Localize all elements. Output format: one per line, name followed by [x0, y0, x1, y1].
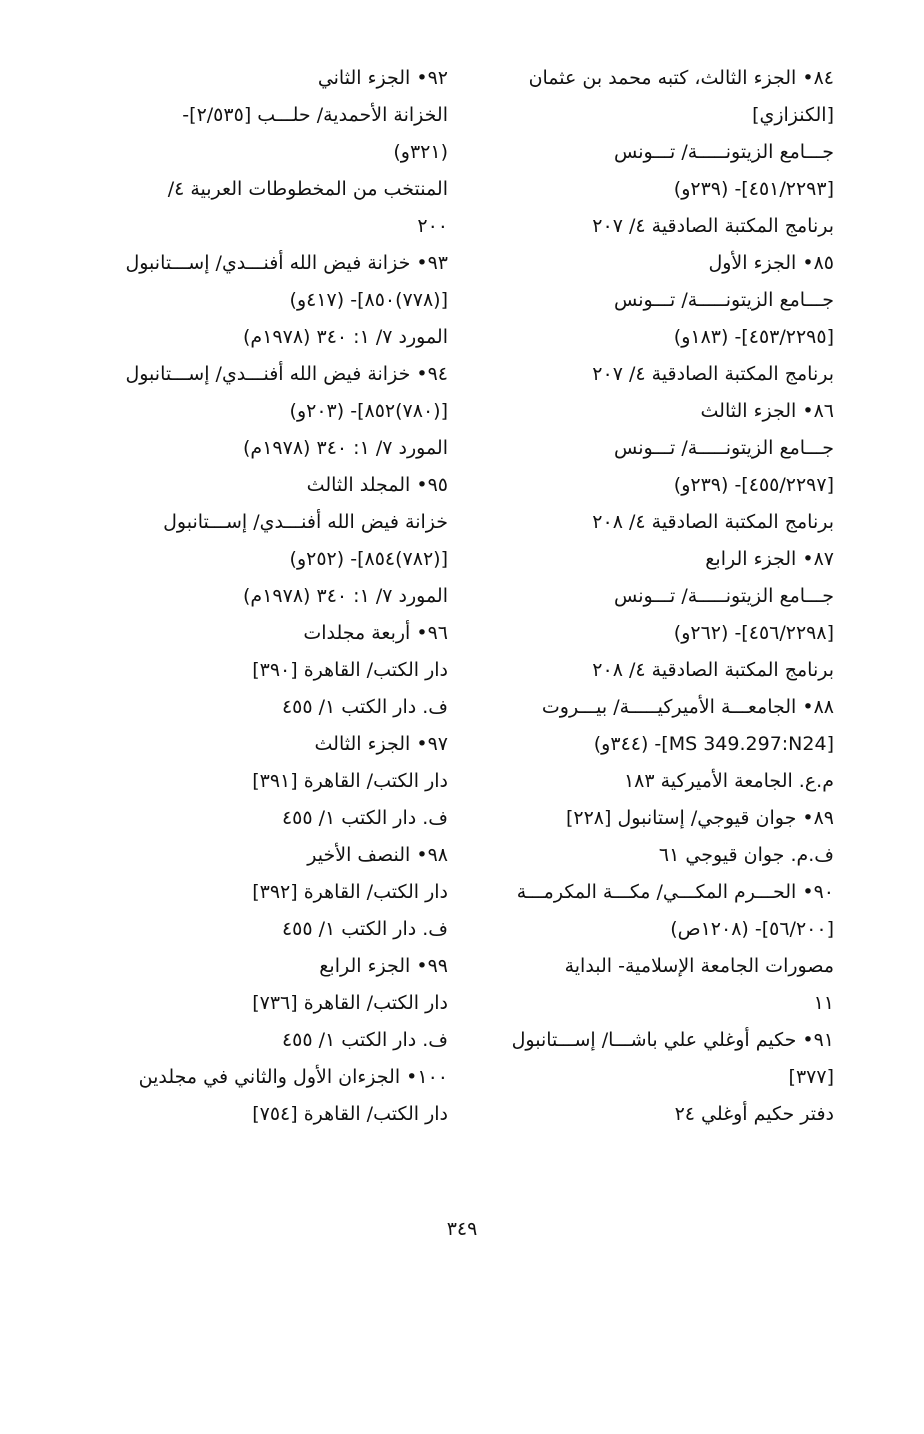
- left-column: [108, 60, 448, 1133]
- entry-100-library: دار الكتب/ القاهرة [٧٥٤]: [252, 1103, 448, 1125]
- entry-92-library: الخزانة الأحمدية/ حلـــب [٢/٥٣٥]-: [182, 104, 448, 126]
- entry-97-title: ٩٧• الجزء الثالث: [314, 733, 448, 755]
- entry-86-title: ٨٦• الجزء الثالث: [700, 400, 834, 422]
- entry-84-author: [الكنزازي]: [752, 104, 834, 126]
- entry-88-library: ٨٨• الجامعـــة الأميركيـــــة/ بيـــروت: [541, 696, 834, 718]
- entry-87-reference: برنامج المكتبة الصادقية ٤/ ٢٠٨: [592, 659, 834, 681]
- entry-92-folios: (٣٢١و): [393, 141, 448, 163]
- entry-98-title: ٩٨• النصف الأخير: [307, 844, 448, 866]
- entry-96-library: دار الكتب/ القاهرة [٣٩٠]: [252, 659, 448, 681]
- entry-91-shelfmark: [٣٧٧]: [788, 1066, 834, 1088]
- entry-88-reference: م.ع. الجامعة الأميركية ١٨٣: [623, 770, 834, 792]
- entry-94-shelfmark: [(٧٨٠)٨٥٢]- (٢٠٣و): [289, 400, 448, 422]
- entry-92-title: ٩٢• الجزء الثاني: [317, 67, 448, 89]
- entry-100-title: ١٠٠• الجزءان الأول والثاني في مجلدين: [138, 1066, 448, 1088]
- entry-87-title: ٨٧• الجزء الرابع: [705, 548, 834, 570]
- entry-85-library: جـــامع الزيتونـــــة/ تـــونس: [613, 289, 834, 311]
- entry-84-library: جـــامع الزيتونـــــة/ تـــونس: [613, 141, 834, 163]
- entry-96-title: ٩٦• أربعة مجلدات: [303, 622, 448, 644]
- entry-95-shelfmark: [(٧٨٢)٨٥٤]- (٢٥٢و): [289, 548, 448, 570]
- entry-92-reference: المنتخب من المخطوطات العربية ٤/: [167, 178, 448, 200]
- entry-86-reference: برنامج المكتبة الصادقية ٤/ ٢٠٨: [592, 511, 834, 533]
- entry-95-title: ٩٥• المجلد الثالث: [306, 474, 448, 496]
- entry-93-reference: المورد ٧/ ١: ٣٤٠ (١٩٧٨م): [243, 326, 448, 348]
- entry-99-library: دار الكتب/ القاهرة [٧٣٦]: [252, 992, 448, 1014]
- entry-90-shelfmark: [٥٦/٢٠٠]- (١٢٠٨ص): [670, 918, 834, 940]
- entry-92-reference-cont: ٢٠٠: [417, 215, 448, 237]
- entry-88-shelfmark: [MS 349.297:N24]- (٣٤٤و): [593, 733, 834, 755]
- entry-90-reference: مصورات الجامعة الإسلامية- البداية: [564, 955, 834, 977]
- entry-84-title: ٨٤• الجزء الثالث، كتبه محمد بن عثمان: [528, 67, 834, 89]
- entry-93-shelfmark: [(٧٧٨)٨٥٠]- (٤١٧و): [289, 289, 448, 311]
- entry-87-library: جـــامع الزيتونـــــة/ تـــونس: [613, 585, 834, 607]
- entry-86-shelfmark: [٤٥٥/٢٢٩٧]- (٢٣٩و): [673, 474, 834, 496]
- entry-90-library: ٩٠• الحـــرم المكـــي/ مكـــة المكرمـــة: [516, 881, 834, 903]
- entry-95-reference: المورد ٧/ ١: ٣٤٠ (١٩٧٨م): [243, 585, 448, 607]
- entry-91-reference: دفتر حكيم أوغلي ٢٤: [674, 1103, 834, 1125]
- entry-84-reference: برنامج المكتبة الصادقية ٤/ ٢٠٧: [592, 215, 834, 237]
- entry-89-library: ٨٩• جوان قيوجي/ إستانبول [٢٢٨]: [565, 807, 834, 829]
- entry-99-title: ٩٩• الجزء الرابع: [319, 955, 448, 977]
- entry-90-reference-cont: ١١: [813, 992, 834, 1014]
- entry-94-reference: المورد ٧/ ١: ٣٤٠ (١٩٧٨م): [243, 437, 448, 459]
- entry-98-reference: ف. دار الكتب ١/ ٤٥٥: [281, 918, 448, 940]
- entry-85-reference: برنامج المكتبة الصادقية ٤/ ٢٠٧: [592, 363, 834, 385]
- entry-96-reference: ف. دار الكتب ١/ ٤٥٥: [281, 696, 448, 718]
- entry-99-reference: ف. دار الكتب ١/ ٤٥٥: [281, 1029, 448, 1051]
- entry-98-library: دار الكتب/ القاهرة [٣٩٢]: [252, 881, 448, 903]
- entry-91-library: ٩١• حكيم أوغلي علي باشـــا/ إســـتانبول: [511, 1029, 834, 1051]
- entry-85-shelfmark: [٤٥٣/٢٢٩٥]- (١٨٣و): [673, 326, 834, 348]
- entry-94-library: ٩٤• خزانة فيض الله أفنـــدي/ إســـتانبول: [125, 363, 448, 385]
- entry-97-reference: ف. دار الكتب ١/ ٤٥٥: [281, 807, 448, 829]
- entry-95-library: خزانة فيض الله أفنـــدي/ إســـتانبول: [163, 511, 448, 533]
- page-number: ٣٤٩: [446, 1218, 478, 1240]
- entry-93-library: ٩٣• خزانة فيض الله أفنـــدي/ إســـتانبول: [125, 252, 448, 274]
- entry-84-shelfmark: [٤٥١/٢٢٩٣]- (٢٣٩و): [673, 178, 834, 200]
- entry-85-title: ٨٥• الجزء الأول: [708, 252, 834, 274]
- right-column: [494, 60, 834, 1133]
- entry-97-library: دار الكتب/ القاهرة [٣٩١]: [252, 770, 448, 792]
- entry-89-reference: ف.م. جوان قيوجي ٦١: [658, 844, 834, 866]
- entry-86-library: جـــامع الزيتونـــــة/ تـــونس: [613, 437, 834, 459]
- entry-87-shelfmark: [٤٥٦/٢٢٩٨]- (٢٦٢و): [673, 622, 834, 644]
